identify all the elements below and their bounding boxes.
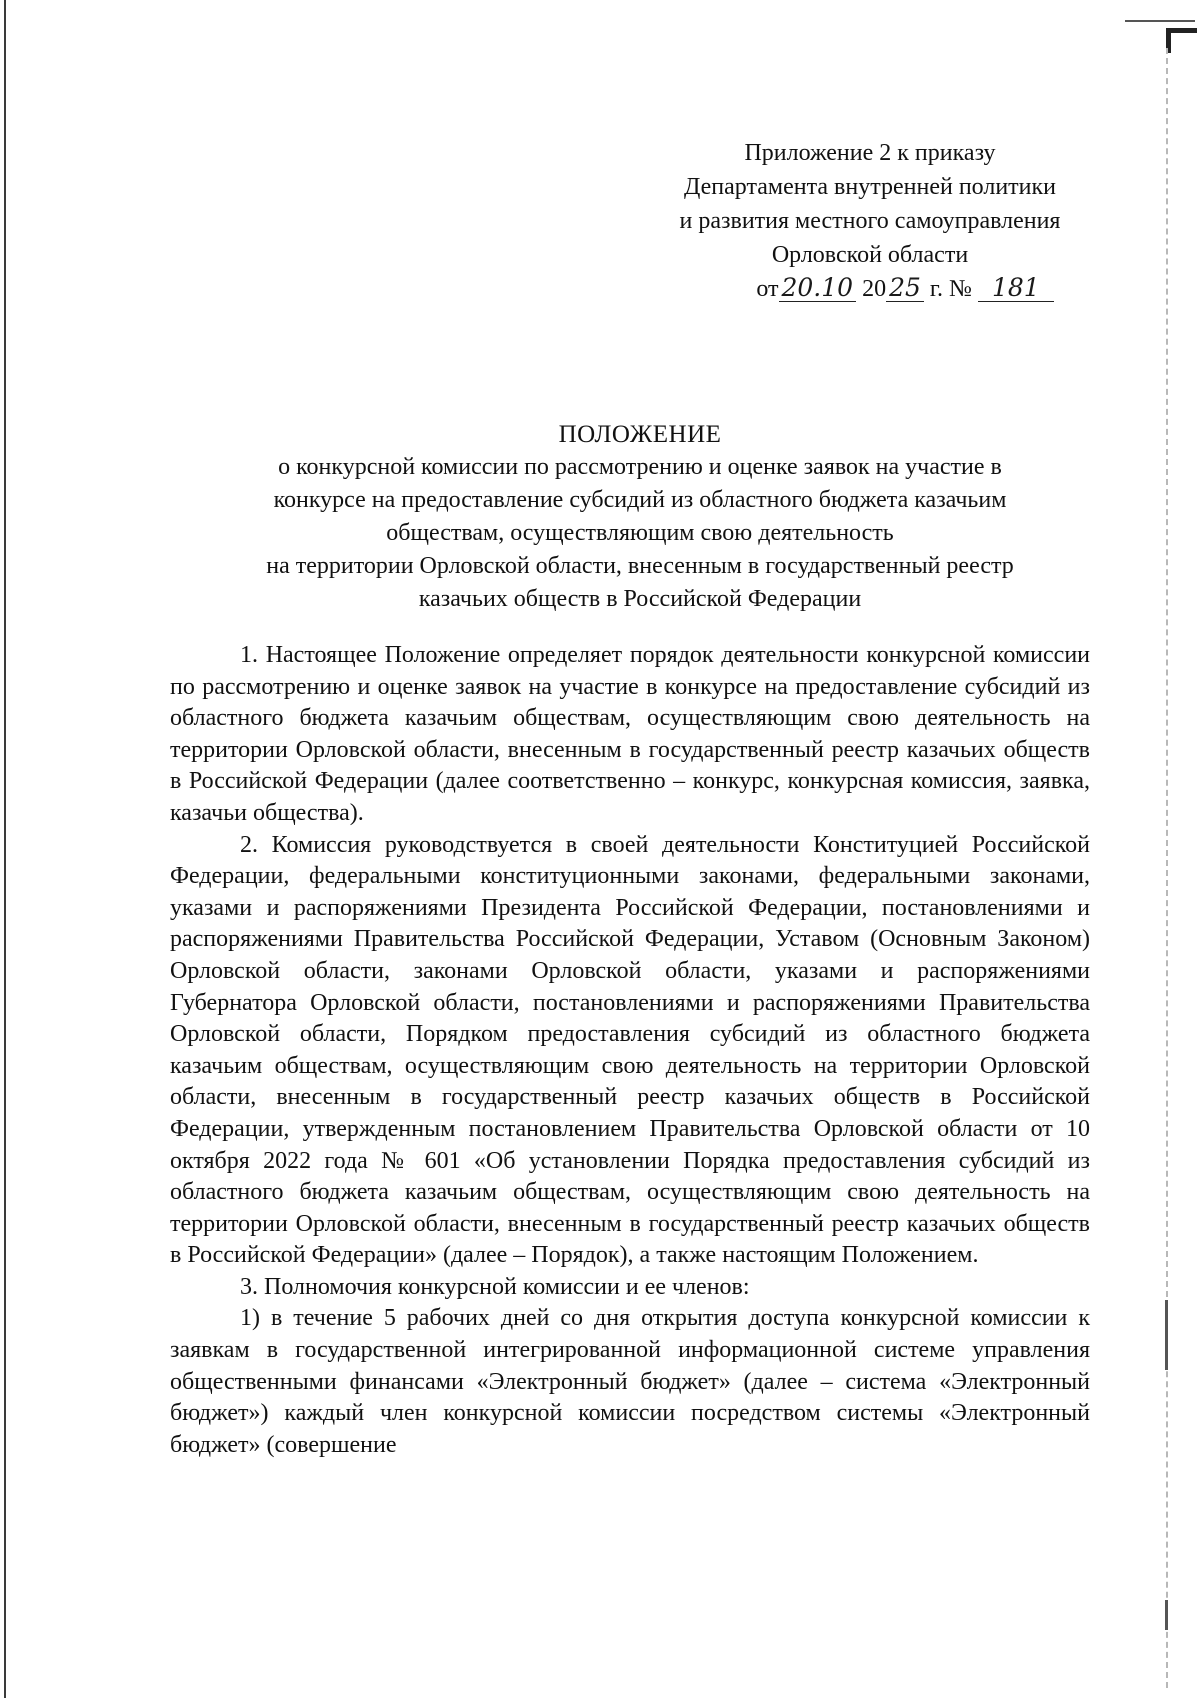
header-line: Приложение 2 к приказу xyxy=(744,140,996,166)
scan-edge-mark xyxy=(1165,1600,1168,1630)
document-title xyxy=(170,418,1110,616)
title-subtitle-line: обществам, осуществляющим свою деятельность xyxy=(386,520,894,546)
handwritten-date: 20.10 xyxy=(779,275,857,302)
body-paragraph: 3. Полномочия конкурсной комиссии и ее членов: xyxy=(240,1273,750,1300)
order-date-line xyxy=(690,272,1120,306)
title-subtitle-line: на территории Орловской области, внесенным в государственный реестр xyxy=(266,553,1014,579)
number-label: г. № xyxy=(929,276,972,302)
body-paragraph: 2. Комиссия руководствуется в своей деятельности Конституцией Российской Федерации, федеральными конституционными законами, федеральными законами, указами и распоряжениями Президента Российской Федерации, постановлениями и распоряжениями Правительства Российской Федерации, Уставом (Основным Законом) Орловской области, законами Орловской области, указами и распоряжениями Губернатора Орловской области, постановлениями и распоряжениями Правительства Орловской области, Порядком предоставления субсидий из областного бюджета казачьим обществам, осуществляющим свою деятельность на территории Орловской области, внесенным в государственный реестр казачьих обществ в Российской Федерации, утвержденным постановлением Правительства Орловской области от 10 октября 2022 года № 601 «Об установлении Порядка предоставления субсидий из областного бюджета казачьим обществам, осуществляющим свою деятельность на территории Орловской области, внесенным в государственный реестр казачьих обществ в Российской Федерации» (далее – Порядок), а также настоящим Положением. xyxy=(170,831,1090,1269)
body-paragraph: 1. Настоящее Положение определяет порядок деятельности конкурсной комиссии по рассмотрению и оценке заявок на участие в конкурсе на предоставление субсидий из областного бюджета казачьим обществам, осуществляющим свою деятельность на территории Орловской области, внесенным в государственный реестр казачьих обществ в Российской Федерации (далее соответственно – конкурс, конкурсная комиссия, заявка, казачьи общества). xyxy=(170,642,1090,826)
title-main: ПОЛОЖЕНИЕ xyxy=(558,421,722,448)
scan-edge-left xyxy=(4,0,6,1698)
title-subtitle-line: конкурсе на предоставление субсидий из областного бюджета казачьим xyxy=(273,487,1007,513)
document-body xyxy=(170,640,1090,1461)
appendix-header xyxy=(620,136,1120,306)
date-year-prefix: 20 xyxy=(862,276,887,302)
scan-corner-mark xyxy=(1166,28,1197,53)
handwritten-order-number: 181 xyxy=(978,275,1054,302)
handwritten-year: 25 xyxy=(886,275,924,302)
header-line: и развития местного самоуправления xyxy=(679,208,1061,234)
title-subtitle-line: казачьих обществ в Российской Федерации xyxy=(418,586,862,612)
scan-edge-top-right xyxy=(1125,20,1195,22)
header-line: Департамента внутренней политики xyxy=(683,174,1057,200)
title-subtitle-line: о конкурсной комиссии по рассмотрению и оценке заявок на участие в xyxy=(278,454,1002,480)
date-prefix: от xyxy=(756,276,779,302)
scan-edge-mark xyxy=(1165,1300,1168,1370)
header-line: Орловской области xyxy=(771,242,969,268)
scan-edge-right xyxy=(1166,48,1168,1688)
body-paragraph: 1) в течение 5 рабочих дней со дня открытия доступа конкурсной комиссии к заявкам в государственной интегрированной информационной системе управления общественными финансами «Электронный бюджет» (далее – система «Электронный бюджет») каждый член конкурсной комиссии посредством системы «Электронный бюджет» (совершение xyxy=(170,1305,1090,1458)
